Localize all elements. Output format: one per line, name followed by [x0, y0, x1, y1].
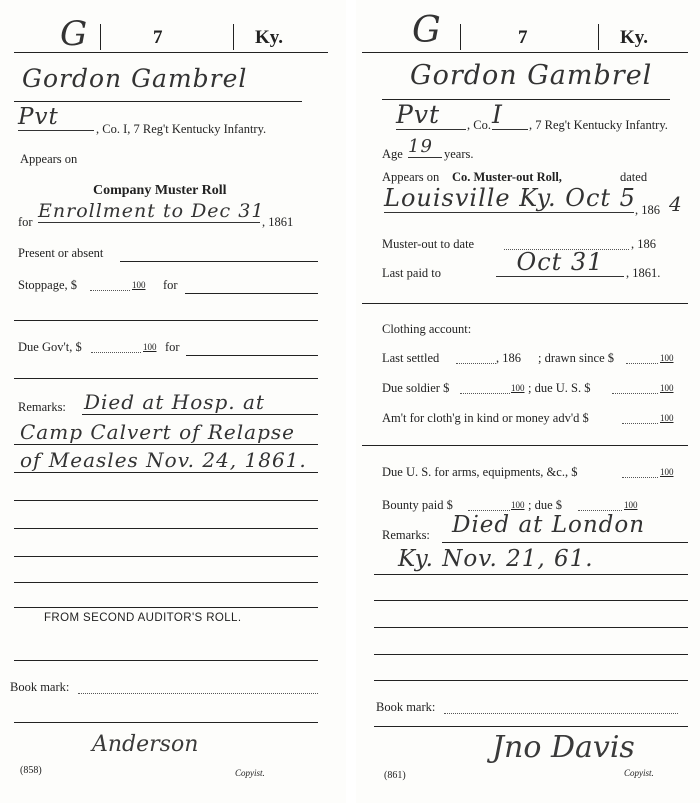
- due-gov-cents: 100: [143, 342, 157, 352]
- header-company-letter: G: [412, 10, 442, 51]
- arms-line: [622, 477, 658, 478]
- roll-year: , 1861: [262, 215, 294, 229]
- due-us-cents: 100: [660, 383, 674, 393]
- roll-title: Company Muster Roll: [93, 183, 227, 198]
- bounty-due-cents: 100: [624, 500, 638, 510]
- header-rule: [362, 52, 688, 53]
- blank-line: [374, 680, 688, 681]
- soldier-rank: Pvt: [396, 100, 466, 130]
- muster-place-date: Louisville Ky. Oct 5: [384, 184, 636, 212]
- bounty-due-line: [578, 510, 622, 511]
- last-paid-label: Last paid to: [382, 266, 442, 280]
- blank-line: [14, 500, 318, 501]
- copyist-label: Copyist.: [624, 768, 654, 778]
- due-gov-line: [186, 355, 318, 356]
- sheet-number: (861): [384, 770, 406, 781]
- bounty-cents: 100: [511, 500, 525, 510]
- due-soldier-line: [460, 393, 510, 394]
- due-gov-for: for: [165, 340, 180, 354]
- soldier-name: Gordon Gambrel: [410, 60, 653, 91]
- header-state: Ky.: [255, 27, 283, 48]
- clothing-adv-label: Am't for cloth'g in kind or money adv'd $: [382, 411, 589, 425]
- blank-line: [14, 320, 318, 321]
- book-mark-line: [78, 693, 318, 694]
- unit-text: , 7 Reg't Kentucky Infantry.: [529, 118, 668, 132]
- present-absent-label: Present or absent: [18, 246, 104, 260]
- muster-card-right: [356, 0, 700, 803]
- clothing-account-label: Clothing account:: [382, 322, 472, 336]
- blank-line: [14, 607, 318, 608]
- soldier-name: Gordon Gambrel: [22, 64, 248, 93]
- due-soldier-label: Due soldier $: [382, 381, 450, 395]
- stoppage-line: [185, 293, 318, 294]
- clothing-adv-line: [622, 423, 658, 424]
- remarks-line-2: Ky. Nov. 21, 61.: [398, 546, 594, 572]
- bounty-label: Bounty paid $: [382, 498, 453, 512]
- header-divider: [233, 24, 234, 50]
- appears-on-label: Appears on: [20, 152, 78, 166]
- header-divider: [100, 24, 101, 50]
- book-mark-label: Book mark:: [376, 700, 436, 714]
- remarks-line-3: of Measles Nov. 24, 1861.: [20, 448, 307, 472]
- section-divider: [362, 303, 688, 304]
- blank-line: [14, 378, 318, 379]
- header-company-letter: G: [60, 14, 89, 54]
- last-settled-year: , 186: [496, 351, 521, 365]
- present-absent-line: [120, 261, 318, 262]
- remarks-line-1: Died at Hosp. at: [84, 390, 265, 414]
- unit-text: , Co. I, 7 Reg't Kentucky Infantry.: [96, 122, 267, 136]
- remarks-rule: [82, 414, 318, 415]
- header-regiment-number: 7: [518, 27, 528, 48]
- muster-card-left: [0, 0, 346, 803]
- remarks-line-1: Died at London: [452, 512, 646, 538]
- for-label: for: [18, 215, 33, 229]
- stoppage-cents: 100: [132, 280, 146, 290]
- remarks-rule: [442, 542, 688, 543]
- appears-on-label: Appears on: [382, 170, 440, 184]
- blank-line: [14, 722, 318, 723]
- drawn-cents: 100: [660, 353, 674, 363]
- dated-label: dated: [620, 170, 648, 184]
- muster-out-year: , 186: [631, 237, 656, 251]
- last-paid-value: Oct 31: [496, 248, 624, 277]
- remarks-label: Remarks:: [382, 528, 430, 542]
- bounty-line: [468, 510, 510, 511]
- header-regiment-number: 7: [153, 27, 163, 48]
- drawn-since-label: ; drawn since $: [538, 351, 615, 365]
- due-soldier-cents: 100: [511, 383, 525, 393]
- header-state: Ky.: [620, 27, 648, 48]
- due-us-label: ; due U. S. $: [528, 381, 591, 395]
- book-mark-label: Book mark:: [10, 680, 70, 694]
- due-gov-dollars: [91, 352, 141, 353]
- copyist-signature: Jno Davis: [492, 730, 635, 765]
- stoppage-dollars: [90, 290, 130, 291]
- drawn-since-line: [626, 363, 658, 364]
- auditor-stamp: FROM SECOND AUDITOR'S ROLL.: [44, 612, 242, 624]
- roll-title: Co. Muster-out Roll,: [452, 170, 562, 184]
- co-label: , Co.: [467, 118, 491, 132]
- book-mark-line: [444, 713, 678, 714]
- copyist-signature: Anderson: [92, 732, 199, 757]
- header-divider: [598, 24, 599, 50]
- blank-line: [14, 556, 318, 557]
- age-suffix: years.: [444, 147, 474, 161]
- blank-line: [374, 726, 688, 727]
- sheet-number: (858): [20, 765, 42, 776]
- blank-line: [374, 654, 688, 655]
- place-year-digit: 4: [669, 192, 683, 216]
- blank-line: [14, 528, 318, 529]
- blank-line: [374, 627, 688, 628]
- clothing-adv-cents: 100: [660, 413, 674, 423]
- age-value: 19: [408, 136, 442, 158]
- soldier-rank: Pvt: [18, 104, 94, 131]
- stoppage-for: for: [163, 278, 178, 292]
- blank-line: [14, 660, 318, 661]
- due-gov-label: Due Gov't, $: [18, 340, 82, 354]
- last-settled-line: [456, 363, 496, 364]
- company-letter: I: [492, 100, 528, 130]
- roll-period: Enrollment to Dec 31: [38, 200, 265, 222]
- blank-line: [374, 600, 688, 601]
- age-label: Age: [382, 147, 403, 161]
- remarks-rule: [14, 444, 318, 445]
- arms-label: Due U. S. for arms, equipments, &c., $: [382, 465, 578, 479]
- place-year: , 186: [635, 203, 660, 217]
- copyist-label: Copyist.: [235, 768, 265, 778]
- last-settled-label: Last settled: [382, 351, 440, 365]
- remarks-line-2: Camp Calvert of Relapse: [20, 420, 295, 444]
- name-line: [14, 101, 302, 102]
- muster-out-label: Muster-out to date: [382, 237, 475, 251]
- bounty-due-label: ; due $: [528, 498, 563, 512]
- blank-line: [14, 582, 318, 583]
- remarks-rule: [374, 574, 688, 575]
- due-us-line: [612, 393, 658, 394]
- remarks-label: Remarks:: [18, 400, 66, 414]
- header-divider: [460, 24, 461, 50]
- section-divider: [362, 445, 688, 446]
- stoppage-label: Stoppage, $: [18, 278, 78, 292]
- arms-cents: 100: [660, 467, 674, 477]
- last-paid-year: , 1861.: [626, 266, 661, 280]
- remarks-rule: [14, 472, 318, 473]
